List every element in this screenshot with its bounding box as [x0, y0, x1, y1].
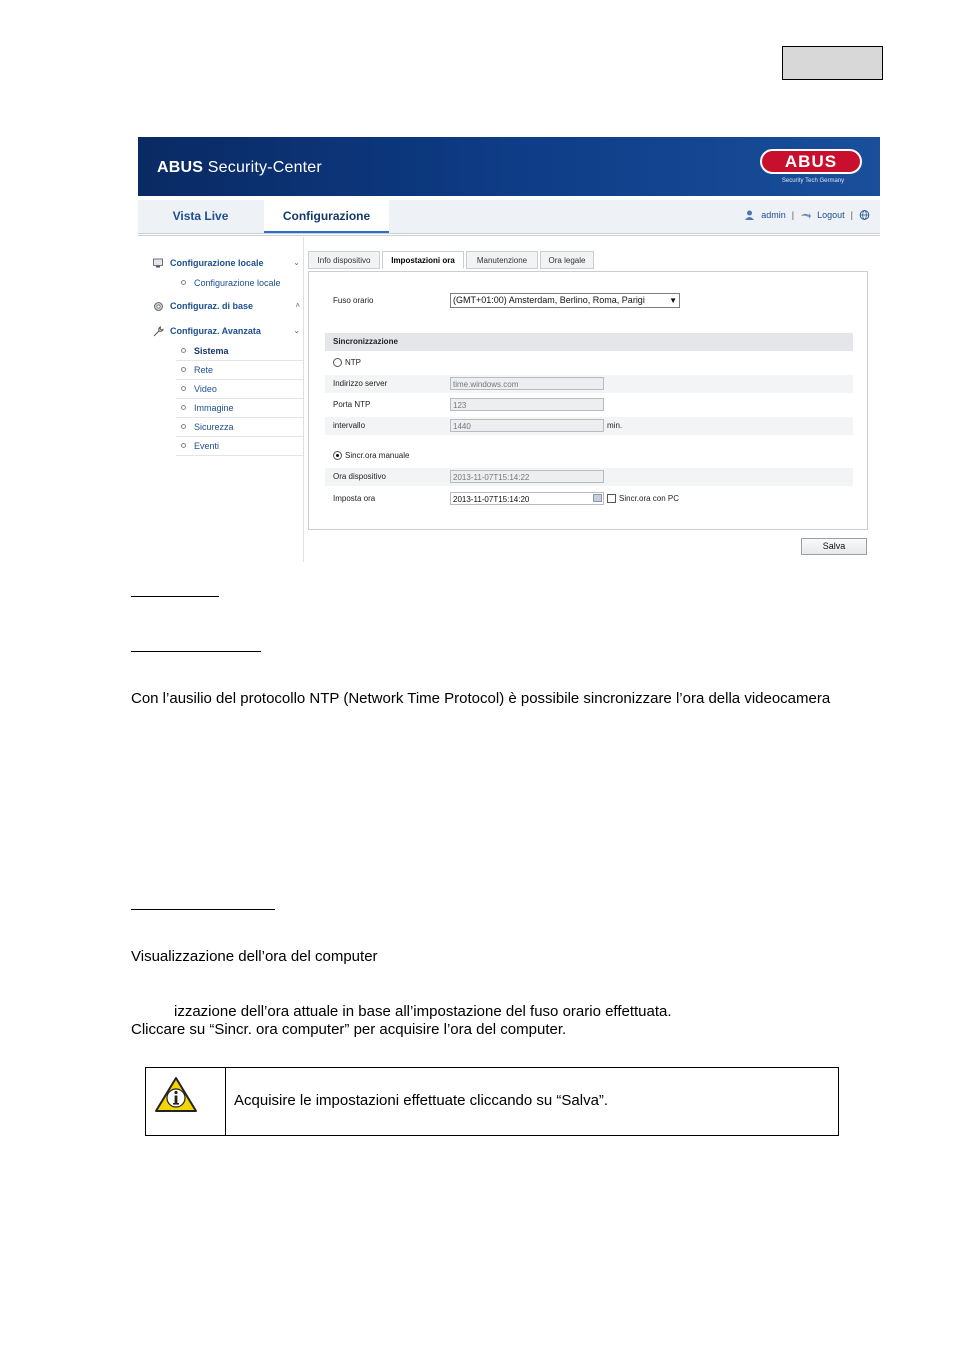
sidebar-item-rete[interactable]: [176, 361, 304, 380]
ntp-row: [325, 354, 853, 372]
sidebar-group-base[interactable]: [148, 298, 304, 314]
server-label: Indirizzo server: [333, 379, 388, 388]
interval-row: [325, 417, 853, 435]
heading-underline: [131, 651, 261, 652]
tab-configurazione[interactable]: Configurazione: [264, 200, 389, 233]
pc-time-description: Visualizzazione dell’ora del computer: [131, 948, 378, 965]
sync-pc-label: Sincr.ora con PC: [619, 494, 680, 503]
sidebar-item-sicurezza[interactable]: [176, 418, 304, 437]
separator: |: [791, 210, 795, 220]
sidebar-item-immagine[interactable]: [176, 399, 304, 418]
warning-info-icon: [154, 1076, 198, 1114]
set-time-row: [325, 490, 853, 508]
chevron-down-icon: ⌄: [293, 326, 300, 335]
bullet-icon: [181, 386, 186, 391]
app-title-bold: ABUS: [157, 159, 204, 176]
sidebar-item-label: Rete: [194, 365, 214, 375]
header-banner: [138, 137, 880, 196]
device-time-input: 2013-11-07T15:14:22: [450, 470, 604, 483]
logout-icon: [800, 210, 811, 220]
sidebar-group-local[interactable]: [148, 255, 304, 271]
chevron-down-icon: ⌄: [293, 258, 300, 267]
sidebar-item-sistema[interactable]: [176, 342, 304, 361]
interval-unit: min.: [607, 421, 623, 430]
monitor-icon: [153, 258, 164, 269]
manual-label: Sincr.ora manuale: [345, 451, 410, 460]
sidebar-group-label: Configurazione locale: [170, 258, 264, 268]
main-nav: [138, 200, 880, 234]
user-name[interactable]: admin: [761, 210, 786, 220]
chevron-down-icon: ▼: [669, 296, 677, 305]
tab-ora-legale[interactable]: Ora legale: [540, 251, 594, 269]
sidebar-item-label: Immagine: [194, 403, 234, 413]
sidebar-item-label: Sistema: [194, 346, 229, 356]
tab-vista-live[interactable]: Vista Live: [172, 209, 229, 223]
sidebar-group-label: Configuraz. Avanzata: [170, 326, 261, 336]
save-button[interactable]: Salva: [801, 538, 867, 555]
user-icon: [744, 210, 755, 220]
sync-pc-checkbox[interactable]: [607, 494, 616, 503]
sync-pc-description: Cliccare su “Sincr. ora computer” per acquisire l’ora del computer.: [131, 1021, 567, 1038]
timezone-row: [325, 292, 853, 310]
ntp-radio[interactable]: [333, 358, 342, 367]
port-label: Porta NTP: [333, 400, 371, 409]
sidebar-item-label: Eventi: [194, 441, 220, 451]
tab-impostazioni-ora[interactable]: Impostazioni ora: [382, 251, 464, 269]
tab-manutenzione[interactable]: Manutenzione: [466, 251, 538, 269]
screenshot-frame: [138, 137, 880, 562]
interval-label: intervallo: [333, 421, 366, 430]
bullet-icon: [181, 348, 186, 353]
calendar-icon[interactable]: [593, 494, 602, 502]
server-input[interactable]: time.windows.com: [450, 377, 604, 390]
sidebar-item-video[interactable]: [176, 380, 304, 399]
logo-subtitle: Security Tech Germany: [781, 178, 845, 184]
timezone-label: Fuso orario: [333, 296, 374, 305]
separator: |: [850, 210, 853, 220]
logout-link[interactable]: Logout: [817, 210, 845, 220]
chevron-up-icon: ˄: [295, 301, 300, 310]
heading-underline: [131, 909, 275, 910]
set-time-input[interactable]: 2013-11-07T15:14:20: [450, 492, 604, 505]
sidebar-item-eventi[interactable]: [176, 437, 304, 456]
port-row: [325, 396, 853, 414]
set-time-label: Imposta ora: [333, 494, 376, 503]
user-area: [744, 210, 870, 220]
sidebar-item-label: Sicurezza: [194, 422, 234, 432]
app-title-rest: Security-Center: [203, 159, 322, 176]
sidebar-item-label: Configurazione locale: [194, 278, 281, 288]
gear-icon: [153, 301, 164, 312]
abus-logo: ABUS: [760, 149, 862, 174]
app-title: [157, 159, 322, 177]
sidebar-group-label: Configuraz. di base: [170, 301, 254, 311]
language-box: [782, 46, 883, 80]
ntp-description: Con l’ausilio del protocollo NTP (Network Time Protocol) è possibile sincronizzare l’ora della videocamera: [131, 690, 831, 707]
bullet-icon: [181, 424, 186, 429]
port-input[interactable]: 123: [450, 398, 604, 411]
time-settings-panel: [308, 271, 868, 530]
heading-underline: [131, 596, 219, 597]
sidebar-item-configurazione-locale[interactable]: [176, 274, 304, 292]
device-time-label: Ora dispositivo: [333, 472, 386, 481]
nav-divider: [138, 235, 880, 236]
sidebar-divider: [303, 237, 304, 562]
bullet-icon: [181, 405, 186, 410]
sidebar-group-advanced[interactable]: [148, 323, 304, 339]
info-note: [145, 1067, 839, 1136]
cell-divider: [225, 1068, 226, 1135]
sync-header-label: Sincronizzazione: [333, 337, 398, 346]
bullet-icon: [181, 367, 186, 372]
device-time-row: [325, 468, 853, 486]
timezone-value: (GMT+01:00) Amsterdam, Berlino, Roma, Parigi: [453, 295, 645, 305]
sidebar-item-label: Video: [194, 384, 217, 394]
wrench-icon: [153, 326, 164, 337]
globe-icon[interactable]: [859, 210, 870, 220]
time-display-description: izzazione dell’ora attuale in base all’impostazione del fuso orario effettuata.: [174, 1003, 672, 1020]
manual-row: [325, 447, 853, 465]
timezone-select[interactable]: [450, 293, 680, 308]
tab-info-dispositivo[interactable]: Info dispositivo: [308, 251, 380, 269]
sync-section-header: [325, 333, 853, 351]
server-row: [325, 375, 853, 393]
ntp-label: NTP: [345, 358, 361, 367]
bullet-icon: [181, 443, 186, 448]
info-text: Acquisire le impostazioni effettuate cliccando su “Salva”.: [234, 1092, 609, 1109]
manual-radio[interactable]: [333, 451, 342, 460]
interval-input[interactable]: 1440: [450, 419, 604, 432]
bullet-icon: [181, 280, 186, 285]
